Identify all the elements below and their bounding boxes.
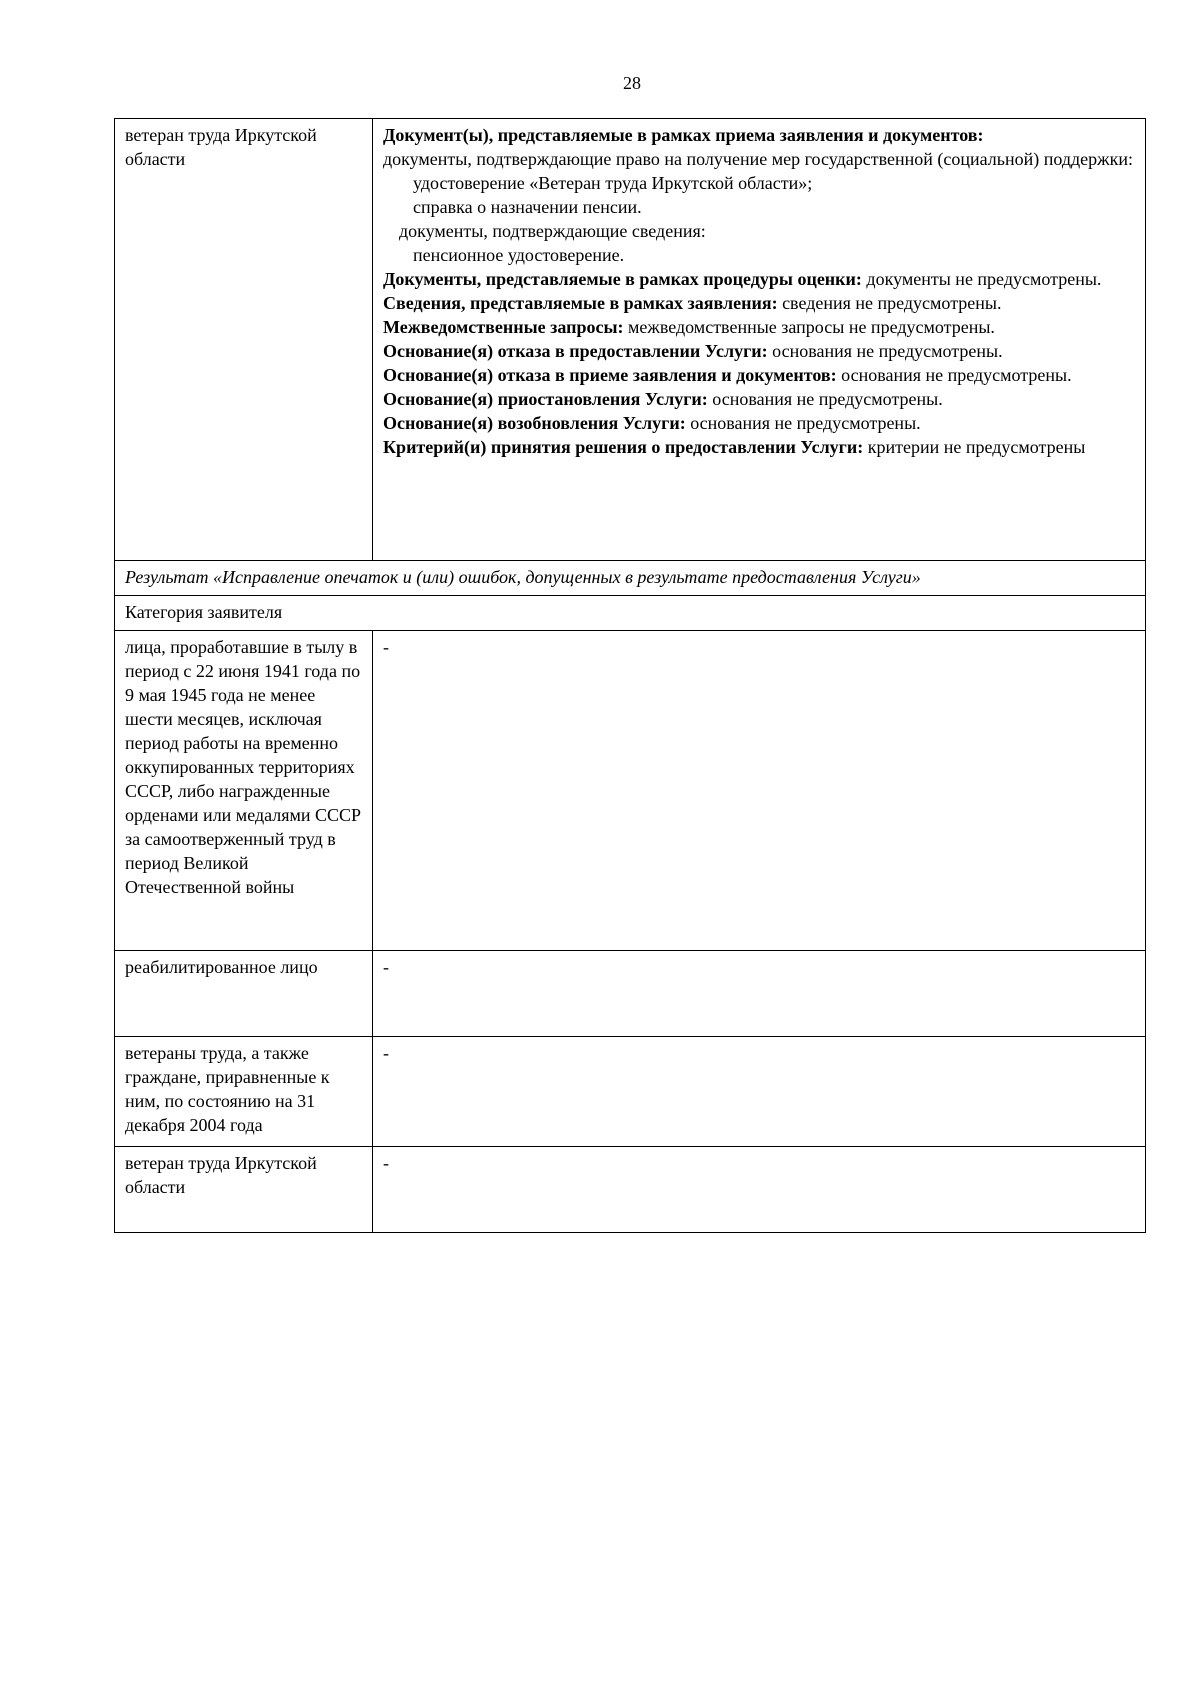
application-info-value: сведения не предусмотрены.	[782, 293, 1002, 313]
resumption-label: Основание(я) возобновления Услуги:	[383, 413, 686, 433]
value-cell: -	[373, 631, 1146, 951]
application-info-line	[383, 291, 1135, 315]
documents-info: документы, подтверждающие сведения:	[399, 221, 706, 241]
applicant-category-cell: реабилитированное лицо	[115, 951, 373, 1037]
interdepartmental-value: межведомственные запросы не предусмотрены.	[628, 317, 995, 337]
table-row	[115, 561, 1146, 596]
evaluation-docs-line	[383, 267, 1135, 291]
table-row	[115, 1147, 1146, 1233]
refusal-service-line	[383, 339, 1135, 363]
table-row	[115, 631, 1146, 951]
table-row	[115, 951, 1146, 1037]
suspension-value: основания не предусмотрены.	[712, 389, 943, 409]
document-item: справка о назначении пенсии.	[413, 197, 642, 217]
applicant-category-cell: лица, проработавшие в тылу в период с 22 июня 1941 года по 9 мая 1945 года не менее шести месяцев, исключая период работы на временно оккупированных территориях СССР, либо награжденные орденами или медалями СССР за самоотверженный труд в период Великой Отечественной войны	[115, 631, 373, 951]
refusal-service-value: основания не предусмотрены.	[772, 341, 1003, 361]
suspension-label: Основание(я) приостановления Услуги:	[383, 389, 708, 409]
applicant-category-cell: ветеран труда Иркутской области	[115, 119, 373, 561]
suspension-line	[383, 387, 1135, 411]
services-table	[114, 118, 1146, 1233]
refusal-accept-value: основания не предусмотрены.	[841, 365, 1072, 385]
table-row	[115, 119, 1146, 561]
table-row	[115, 1037, 1146, 1147]
result-heading: Результат «Исправление опечаток и (или) ошибок, допущенных в результате предоставления Услуги»	[115, 561, 1146, 596]
criteria-label: Критерий(и) принятия решения о предоставлении Услуги:	[383, 437, 864, 457]
documents-cell	[373, 119, 1146, 561]
evaluation-docs-value: документы не предусмотрены.	[866, 269, 1102, 289]
refusal-accept-line	[383, 363, 1135, 387]
applicant-category-cell: ветеран труда Иркутской области	[115, 1147, 373, 1233]
document-item: удостоверение «Ветеран труда Иркутской области»;	[413, 173, 813, 193]
evaluation-docs-label: Документы, представляемые в рамках процедуры оценки:	[383, 269, 862, 289]
documents-title: Документ(ы), представляемые в рамках приема заявления и документов:	[383, 125, 984, 145]
resumption-value: основания не предусмотрены.	[690, 413, 921, 433]
value-cell: -	[373, 1147, 1146, 1233]
criteria-line	[383, 435, 1135, 459]
page-number: 28	[623, 73, 641, 93]
refusal-service-label: Основание(я) отказа в предоставлении Услуги:	[383, 341, 768, 361]
criteria-value: критерии не предусмотрены	[867, 437, 1086, 457]
category-header: Категория заявителя	[115, 596, 1146, 631]
value-cell: -	[373, 951, 1146, 1037]
document-item: пенсионное удостоверение.	[413, 245, 625, 265]
table-row	[115, 596, 1146, 631]
resumption-line	[383, 411, 1135, 435]
interdepartmental-line	[383, 315, 1135, 339]
refusal-accept-label: Основание(я) отказа в приеме заявления и документов:	[383, 365, 837, 385]
interdepartmental-label: Межведомственные запросы:	[383, 317, 624, 337]
value-cell: -	[373, 1037, 1146, 1147]
application-info-label: Сведения, представляемые в рамках заявления:	[383, 293, 778, 313]
documents-intro: документы, подтверждающие право на получение мер государственной (социальной) поддержки:	[383, 149, 1133, 169]
applicant-category-cell: ветераны труда, а также граждане, приравненные к ним, по состоянию на 31 декабря 2004 года	[115, 1037, 373, 1147]
